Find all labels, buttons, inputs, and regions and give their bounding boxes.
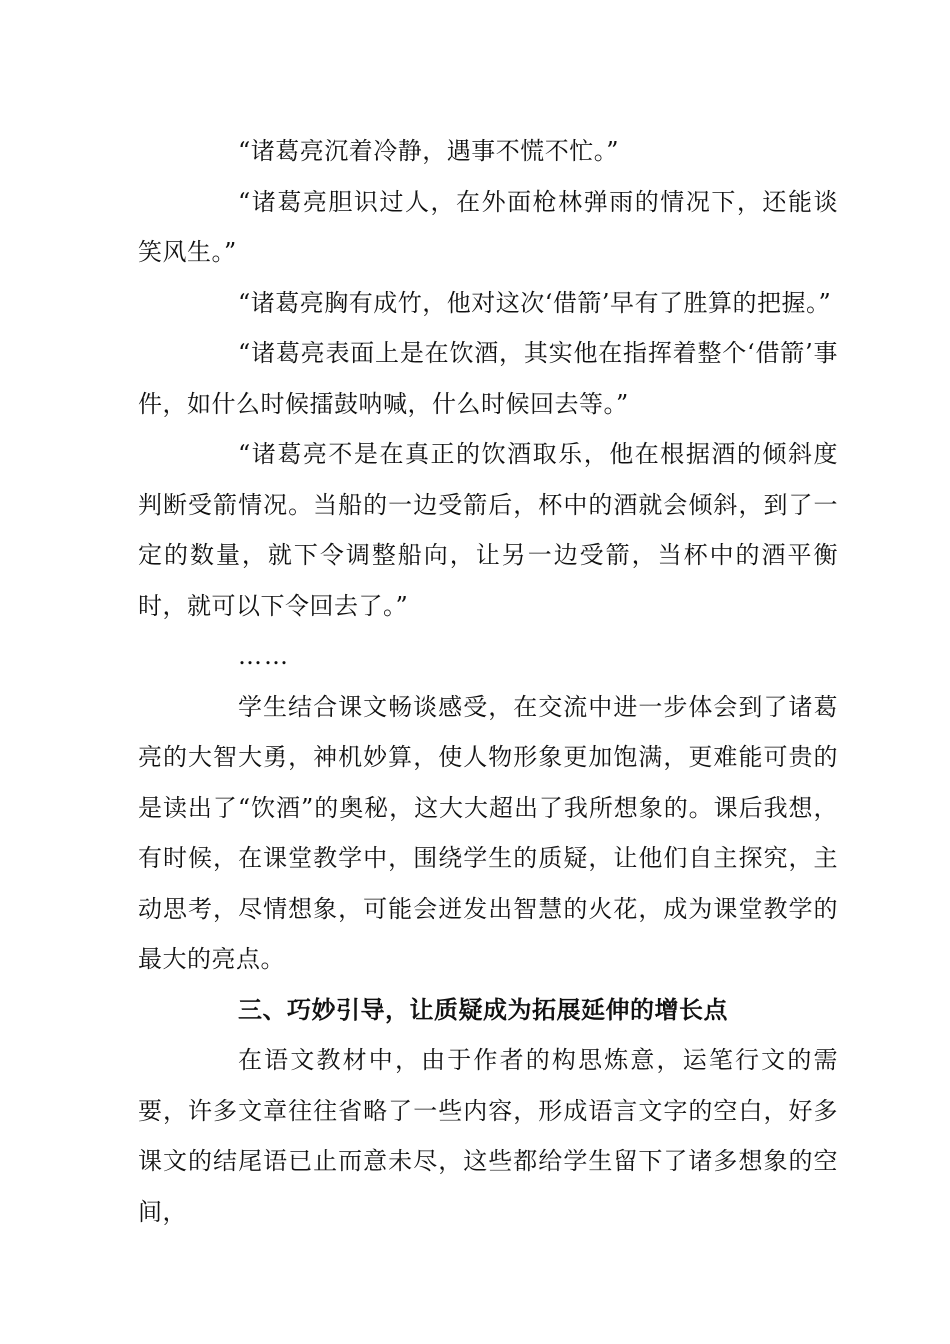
closing-paragraph: 在语文教材中，由于作者的构思炼意，运笔行文的需要，许多文章往往省略了一些内容，形成语言文字的空白，好多课文的结尾语已止而意未尽，这些都给学生留下了诸多想象的空间， [138,1046,838,1226]
section-heading: 三、巧妙引导，让质疑成为拓展延伸的增长点 [238,995,728,1024]
quote-paragraph-3: “诸葛亮胸有成竹，他对这次‘借箭’早有了胜算的把握。” [238,288,832,317]
ellipsis-line: …… [238,642,290,670]
document-body [138,126,838,1237]
reflection-paragraph: 学生结合课文畅谈感受，在交流中进一步体会到了诸葛亮的大智大勇，神机妙算，使人物形象更加饱满，更难能可贵的是读出了“饮酒”的奥秘，这大大超出了我所想象的。课后我想，有时候，在课堂教学中，围绕学生的质疑，让他们自主探究，主动思考，尽情想象，可能会迸发出智慧的火花，成为课堂教学的最大的亮点。 [138,692,838,973]
quote-paragraph-2: “诸葛亮胆识过人，在外面枪林弹雨的情况下，还能谈笑风生。” [138,187,838,266]
quote-paragraph-5: “诸葛亮不是在真正的饮酒取乐，他在根据酒的倾斜度判断受箭情况。当船的一边受箭后，杯中的酒就会倾斜，到了一定的数量，就下令调整船向，让另一边受箭，当杯中的酒平衡时，就可以下令回去了。” [138,440,838,620]
quote-paragraph-1: “诸葛亮沉着冷静，遇事不慌不忙。” [238,137,620,165]
quote-paragraph-4: “诸葛亮表面上是在饮酒，其实他在指挥着整个‘借箭’事件，如什么时候擂鼓呐喊，什么时候回去等。” [138,339,838,418]
